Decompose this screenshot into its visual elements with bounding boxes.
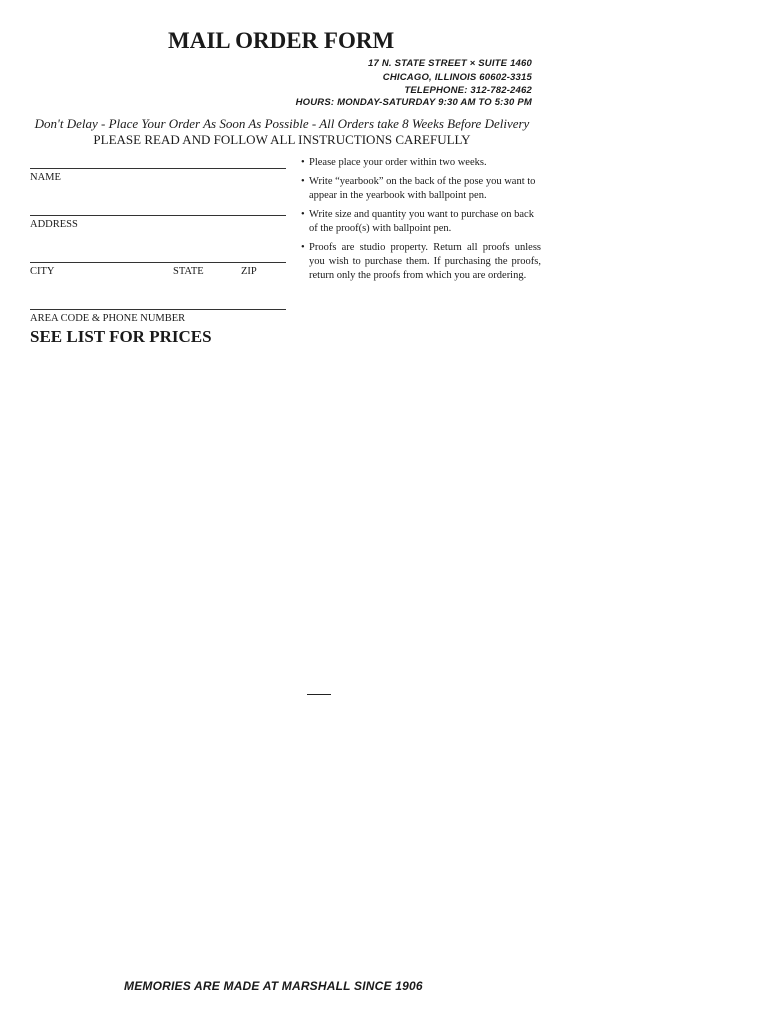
instruction-item	[301, 156, 541, 170]
phone-field-line[interactable]	[30, 309, 286, 310]
instruction-text: Proofs are studio property. Return all proofs unless you wish to purchase them. If purchasing the proofs, return only the proofs from which you are ordering.	[309, 242, 541, 281]
address-line-city: CHICAGO, ILLINOIS 60602-3315	[382, 72, 532, 83]
name-label: NAME	[30, 172, 61, 183]
address-field-line[interactable]	[30, 215, 286, 216]
instructions-heading: PLEASE READ AND FOLLOW ALL INSTRUCTIONS CAREFULLY	[93, 132, 471, 147]
footer-slogan: MEMORIES ARE MADE AT MARSHALL SINCE 1906	[124, 979, 423, 993]
address-label: ADDRESS	[30, 219, 78, 230]
instruction-text: Write “yearbook” on the back of the pose you want to appear in the yearbook with ballpoint pen.	[309, 176, 536, 201]
instruction-text: Write size and quantity you want to purchase on back of the proof(s) with ballpoint pen.	[309, 209, 534, 234]
short-divider	[307, 694, 331, 695]
state-label: STATE	[173, 266, 204, 277]
bullet-icon: •	[301, 209, 305, 220]
instruction-item	[301, 208, 541, 236]
see-list-for-prices: SEE LIST FOR PRICES	[30, 327, 212, 346]
zip-label: ZIP	[241, 266, 257, 277]
hours-line: HOURS: MONDAY-SATURDAY 9:30 AM TO 5:30 PM	[295, 97, 532, 108]
bullet-icon: •	[301, 242, 305, 253]
bullet-icon: •	[301, 157, 305, 168]
city-state-zip-field-line[interactable]	[30, 262, 286, 263]
city-label: CITY	[30, 266, 55, 277]
address-line-street: 17 N. STATE STREET × SUITE 1460	[368, 58, 532, 69]
telephone-line: TELEPHONE: 312-782-2462	[404, 85, 532, 96]
instructions-list	[301, 156, 541, 288]
instruction-text: Please place your order within two weeks.	[309, 157, 487, 168]
instruction-item	[301, 241, 541, 283]
form-title: MAIL ORDER FORM	[168, 28, 395, 53]
delivery-notice: Don't Delay - Place Your Order As Soon As Possible - All Orders take 8 Weeks Before Delivery	[34, 116, 530, 131]
instruction-item	[301, 175, 541, 203]
name-field-line[interactable]	[30, 168, 286, 169]
phone-label: AREA CODE & PHONE NUMBER	[30, 313, 186, 324]
bullet-icon: •	[301, 176, 305, 187]
